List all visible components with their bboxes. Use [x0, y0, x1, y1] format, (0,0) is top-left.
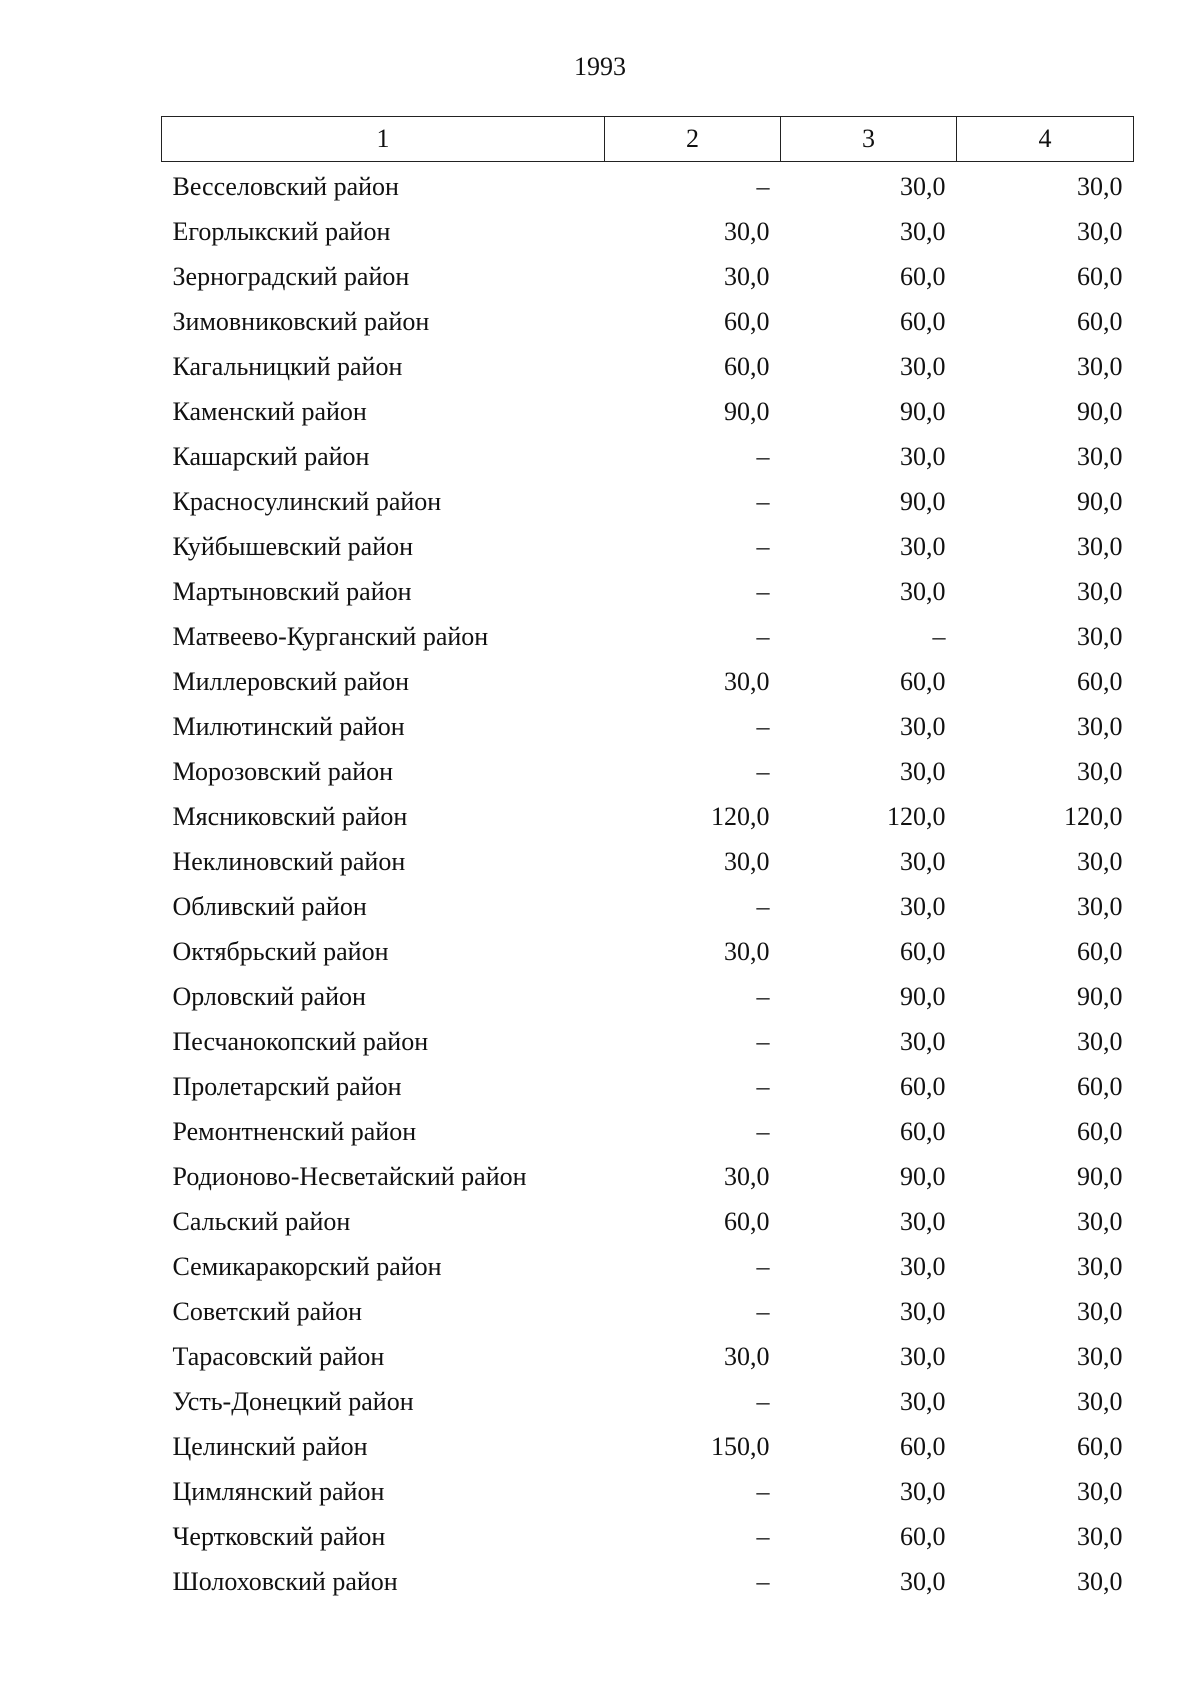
table-row [162, 254, 1134, 299]
value-cell-col-4: 60,0 [1077, 1071, 1123, 1101]
district-name-cell: Миллеровский район [172, 666, 410, 696]
value-cell-col-2: – [756, 531, 770, 561]
value-cell-col-2: – [756, 1071, 770, 1101]
value-cell-col-3: 60,0 [900, 666, 946, 696]
table-row [162, 1199, 1134, 1244]
value-cell-col-4: 30,0 [1077, 1386, 1123, 1416]
district-name-cell: Песчанокопский район [172, 1026, 429, 1056]
value-cell-col-3: 120,0 [887, 801, 946, 831]
district-name-cell: Октябрьский район [172, 936, 389, 966]
value-cell-col-2: – [756, 1251, 770, 1281]
value-cell-col-2: – [756, 171, 770, 201]
value-cell-col-3: 60,0 [900, 936, 946, 966]
value-cell-col-2: 30,0 [724, 666, 770, 696]
value-cell-col-4: 90,0 [1077, 981, 1123, 1011]
value-cell-col-3: 60,0 [900, 1116, 946, 1146]
table-row [162, 1244, 1134, 1289]
value-cell-col-3: 60,0 [900, 1071, 946, 1101]
table-row [162, 1064, 1134, 1109]
column-header-4: 4 [957, 117, 1134, 162]
district-name-cell: Зерноградский район [172, 261, 410, 291]
district-name-cell: Усть-Донецкий район [172, 1386, 414, 1416]
district-name-cell: Тарасовский район [172, 1341, 385, 1371]
table-row [162, 1514, 1134, 1559]
value-cell-col-4: 30,0 [1077, 711, 1123, 741]
value-cell-col-2: – [756, 1026, 770, 1056]
value-cell-col-4: 30,0 [1077, 1476, 1123, 1506]
value-cell-col-3: 30,0 [900, 1341, 946, 1371]
value-cell-col-2: – [756, 621, 770, 651]
column-header-3: 3 [781, 117, 957, 162]
district-name-cell: Куйбышевский район [172, 531, 414, 561]
value-cell-col-2: – [756, 1476, 770, 1506]
value-cell-col-2: – [756, 1386, 770, 1416]
table-row [162, 794, 1134, 839]
table-row [162, 1469, 1134, 1514]
value-cell-col-4: 30,0 [1077, 756, 1123, 786]
table-row [162, 704, 1134, 749]
value-cell-col-2: 60,0 [724, 351, 770, 381]
value-cell-col-3: 30,0 [900, 1476, 946, 1506]
value-cell-col-4: 30,0 [1077, 1026, 1123, 1056]
value-cell-col-3: 30,0 [900, 891, 946, 921]
table-row [162, 299, 1134, 344]
district-name-cell: Обливский район [172, 891, 367, 921]
district-name-cell: Матвеево-Курганский район [172, 621, 489, 651]
value-cell-col-2: 30,0 [724, 261, 770, 291]
value-cell-col-2: 30,0 [724, 216, 770, 246]
district-name-cell: Родионово-Несветайский район [172, 1161, 527, 1191]
value-cell-col-3: 30,0 [900, 1251, 946, 1281]
value-cell-col-4: 60,0 [1077, 666, 1123, 696]
value-cell-col-3: 30,0 [900, 1206, 946, 1236]
district-name-cell: Морозовский район [172, 756, 394, 786]
table-row [162, 839, 1134, 884]
district-name-cell: Красносулинский район [172, 486, 442, 516]
value-cell-col-3: 30,0 [900, 171, 946, 201]
value-cell-col-3: 30,0 [900, 1566, 946, 1596]
district-name-cell: Пролетарский район [172, 1071, 402, 1101]
district-name-cell: Мартыновский район [172, 576, 412, 606]
value-cell-col-4: 30,0 [1077, 1341, 1123, 1371]
value-cell-col-2: 30,0 [724, 936, 770, 966]
district-name-cell: Милютинский район [172, 711, 405, 741]
table-row [162, 749, 1134, 794]
district-name-cell: Егорлыкский район [172, 216, 391, 246]
value-cell-col-4: 30,0 [1077, 1251, 1123, 1281]
value-cell-col-2: – [756, 1296, 770, 1326]
district-name-cell: Шолоховский район [172, 1566, 398, 1596]
district-name-cell: Семикаракорский район [172, 1251, 442, 1281]
value-cell-col-2: 120,0 [711, 801, 770, 831]
table-row [162, 209, 1134, 254]
district-name-cell: Кашарский район [172, 441, 370, 471]
value-cell-col-3: 30,0 [900, 576, 946, 606]
value-cell-col-3: 30,0 [900, 1026, 946, 1056]
value-cell-col-3: 30,0 [900, 531, 946, 561]
value-cell-col-3: 60,0 [900, 1431, 946, 1461]
value-cell-col-4: 30,0 [1077, 576, 1123, 606]
value-cell-col-3: 30,0 [900, 441, 946, 471]
district-name-cell: Орловский район [172, 981, 366, 1011]
value-cell-col-4: 30,0 [1077, 1206, 1123, 1236]
table-row [162, 1289, 1134, 1334]
value-cell-col-3: 30,0 [900, 351, 946, 381]
value-cell-col-4: 90,0 [1077, 486, 1123, 516]
table-row [162, 1559, 1134, 1604]
value-cell-col-4: 90,0 [1077, 396, 1123, 426]
data-table [161, 116, 1134, 1604]
value-cell-col-2: – [756, 1521, 770, 1551]
value-cell-col-2: 60,0 [724, 306, 770, 336]
value-cell-col-2: – [756, 711, 770, 741]
value-cell-col-4: 30,0 [1077, 1296, 1123, 1326]
value-cell-col-4: 30,0 [1077, 1521, 1123, 1551]
value-cell-col-4: 30,0 [1077, 351, 1123, 381]
value-cell-col-2: – [756, 1116, 770, 1146]
value-cell-col-4: 60,0 [1077, 936, 1123, 966]
value-cell-col-4: 60,0 [1077, 261, 1123, 291]
district-name-cell: Цимлянский район [172, 1476, 385, 1506]
value-cell-col-3: 30,0 [900, 711, 946, 741]
table-row [162, 569, 1134, 614]
value-cell-col-3: 90,0 [900, 981, 946, 1011]
table-row [162, 162, 1134, 210]
table-row [162, 389, 1134, 434]
value-cell-col-2: 30,0 [724, 1341, 770, 1371]
table-row [162, 524, 1134, 569]
column-header-1: 1 [162, 117, 605, 162]
district-name-cell: Советский район [172, 1296, 363, 1326]
value-cell-col-4: 60,0 [1077, 306, 1123, 336]
value-cell-col-3: 90,0 [900, 486, 946, 516]
value-cell-col-3: 30,0 [900, 756, 946, 786]
value-cell-col-3: 60,0 [900, 261, 946, 291]
district-name-cell: Весселовский район [172, 171, 399, 201]
value-cell-col-3: 30,0 [900, 1386, 946, 1416]
table-header [162, 117, 1134, 162]
table-row [162, 434, 1134, 479]
table-row [162, 1424, 1134, 1469]
value-cell-col-4: 60,0 [1077, 1431, 1123, 1461]
table-row [162, 974, 1134, 1019]
table-row [162, 1154, 1134, 1199]
table-row [162, 929, 1134, 974]
value-cell-col-4: 60,0 [1077, 1116, 1123, 1146]
value-cell-col-3: 30,0 [900, 1296, 946, 1326]
value-cell-col-3: 30,0 [900, 846, 946, 876]
value-cell-col-3: 60,0 [900, 306, 946, 336]
value-cell-col-4: 120,0 [1064, 801, 1123, 831]
value-cell-col-3: 30,0 [900, 216, 946, 246]
header-row [162, 117, 1134, 162]
value-cell-col-4: 30,0 [1077, 441, 1123, 471]
value-cell-col-4: 30,0 [1077, 171, 1123, 201]
value-cell-col-2: – [756, 981, 770, 1011]
district-name-cell: Неклиновский район [172, 846, 406, 876]
table-row [162, 659, 1134, 704]
table-row [162, 1334, 1134, 1379]
value-cell-col-2: 30,0 [724, 1161, 770, 1191]
value-cell-col-2: 150,0 [711, 1431, 770, 1461]
value-cell-col-4: 90,0 [1077, 1161, 1123, 1191]
table-row [162, 1379, 1134, 1424]
district-name-cell: Мясниковский район [172, 801, 408, 831]
table-row [162, 1109, 1134, 1154]
value-cell-col-2: 30,0 [724, 846, 770, 876]
value-cell-col-2: 60,0 [724, 1206, 770, 1236]
table-body [162, 162, 1134, 1605]
value-cell-col-2: – [756, 756, 770, 786]
value-cell-col-2: – [756, 486, 770, 516]
value-cell-col-3: – [932, 621, 946, 651]
table-row [162, 614, 1134, 659]
table-row [162, 884, 1134, 929]
district-name-cell: Зимовниковский район [172, 306, 430, 336]
column-header-2: 2 [605, 117, 781, 162]
table-row [162, 479, 1134, 524]
district-name-cell: Ремонтненский район [172, 1116, 417, 1146]
district-name-cell: Сальский район [172, 1206, 351, 1236]
value-cell-col-4: 30,0 [1077, 531, 1123, 561]
district-name-cell: Каменский район [172, 396, 367, 426]
value-cell-col-3: 90,0 [900, 1161, 946, 1191]
district-name-cell: Чертковский район [172, 1521, 386, 1551]
value-cell-col-2: – [756, 576, 770, 606]
value-cell-col-4: 30,0 [1077, 216, 1123, 246]
value-cell-col-4: 30,0 [1077, 621, 1123, 651]
value-cell-col-4: 30,0 [1077, 1566, 1123, 1596]
value-cell-col-2: 90,0 [724, 396, 770, 426]
value-cell-col-2: – [756, 891, 770, 921]
value-cell-col-4: 30,0 [1077, 891, 1123, 921]
table-row [162, 344, 1134, 389]
value-cell-col-4: 30,0 [1077, 846, 1123, 876]
value-cell-col-2: – [756, 441, 770, 471]
page-number: 1993 [574, 52, 626, 81]
district-name-cell: Целинский район [172, 1431, 368, 1461]
table-row [162, 1019, 1134, 1064]
value-cell-col-2: – [756, 1566, 770, 1596]
value-cell-col-3: 90,0 [900, 396, 946, 426]
district-name-cell: Кагальницкий район [172, 351, 403, 381]
value-cell-col-3: 60,0 [900, 1521, 946, 1551]
